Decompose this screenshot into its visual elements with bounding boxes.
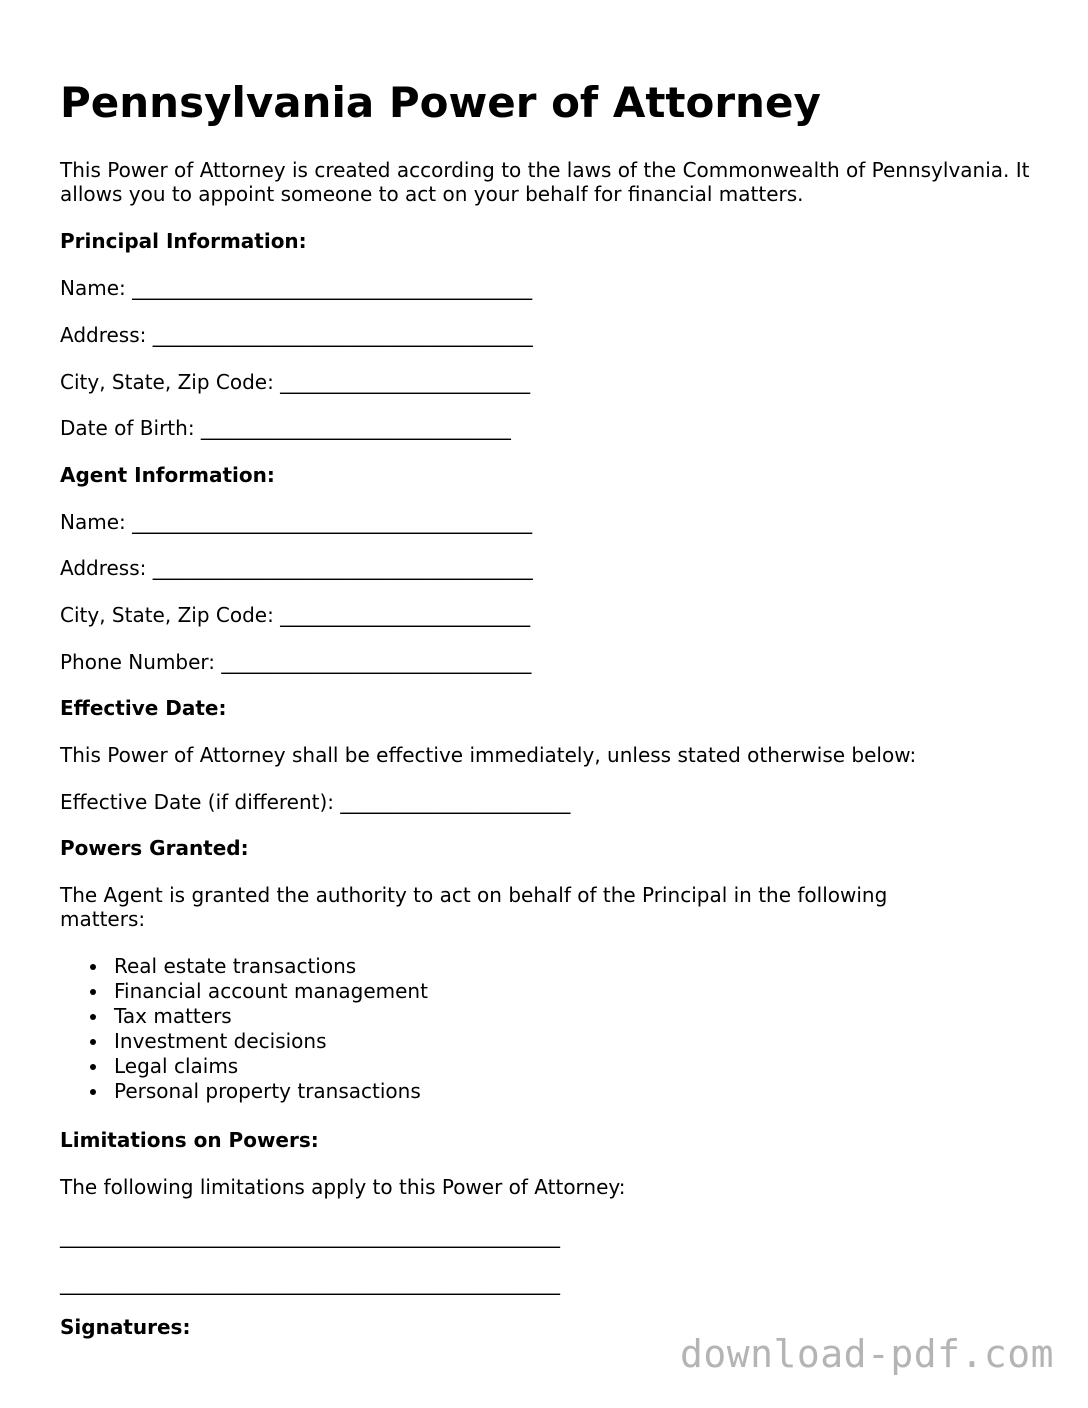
bullet-icon <box>90 1089 96 1095</box>
list-item: Investment decisions <box>60 1029 428 1054</box>
agent-city-field: City, State, Zip Code: _________________________ <box>60 603 531 627</box>
page-title: Pennsylvania Power of Attorney <box>60 78 821 127</box>
limitations-text: The following limitations apply to this Power of Attorney: <box>60 1175 626 1199</box>
list-item: Personal property transactions <box>60 1079 428 1104</box>
bullet-icon <box>90 989 96 995</box>
list-item: Real estate transactions <box>60 954 428 979</box>
principal-city-field: City, State, Zip Code: _________________________ <box>60 370 531 394</box>
powers-text: The Agent is granted the authority to act on behalf of the Principal in the following matters: <box>60 883 888 931</box>
limitation-blank-line-2: __________________________________________________ <box>60 1271 560 1295</box>
bullet-icon <box>90 1014 96 1020</box>
list-item: Tax matters <box>60 1004 428 1029</box>
powers-list <box>60 954 428 1104</box>
principal-address-field: Address: ______________________________________ <box>60 323 533 347</box>
agent-heading: Agent Information: <box>60 463 275 487</box>
principal-dob-field: Date of Birth: _______________________________ <box>60 416 511 440</box>
bullet-icon <box>90 964 96 970</box>
agent-phone-field: Phone Number: _______________________________ <box>60 650 532 674</box>
list-item: Legal claims <box>60 1054 428 1079</box>
intro-paragraph: This Power of Attorney is created according to the laws of the Commonwealth of Pennsylvania. It allows you to appoint someone to act on your behalf for financial matters. <box>60 158 1030 206</box>
bullet-icon <box>90 1039 96 1045</box>
watermark: download-pdf.com <box>679 1332 1054 1376</box>
powers-heading: Powers Granted: <box>60 836 249 860</box>
signatures-heading: Signatures: <box>60 1315 191 1339</box>
bullet-icon <box>90 1064 96 1070</box>
principal-heading: Principal Information: <box>60 229 307 253</box>
agent-name-field: Name: ________________________________________ <box>60 510 533 534</box>
effective-date-text: This Power of Attorney shall be effective immediately, unless stated otherwise below: <box>60 743 917 767</box>
limitation-blank-line-1: __________________________________________________ <box>60 1224 560 1248</box>
list-item: Financial account management <box>60 979 428 1004</box>
effective-date-heading: Effective Date: <box>60 696 227 720</box>
principal-name-field: Name: ________________________________________ <box>60 276 533 300</box>
agent-address-field: Address: ______________________________________ <box>60 556 533 580</box>
limitations-heading: Limitations on Powers: <box>60 1128 319 1152</box>
effective-date-field: Effective Date (if different): _______________________ <box>60 790 571 814</box>
